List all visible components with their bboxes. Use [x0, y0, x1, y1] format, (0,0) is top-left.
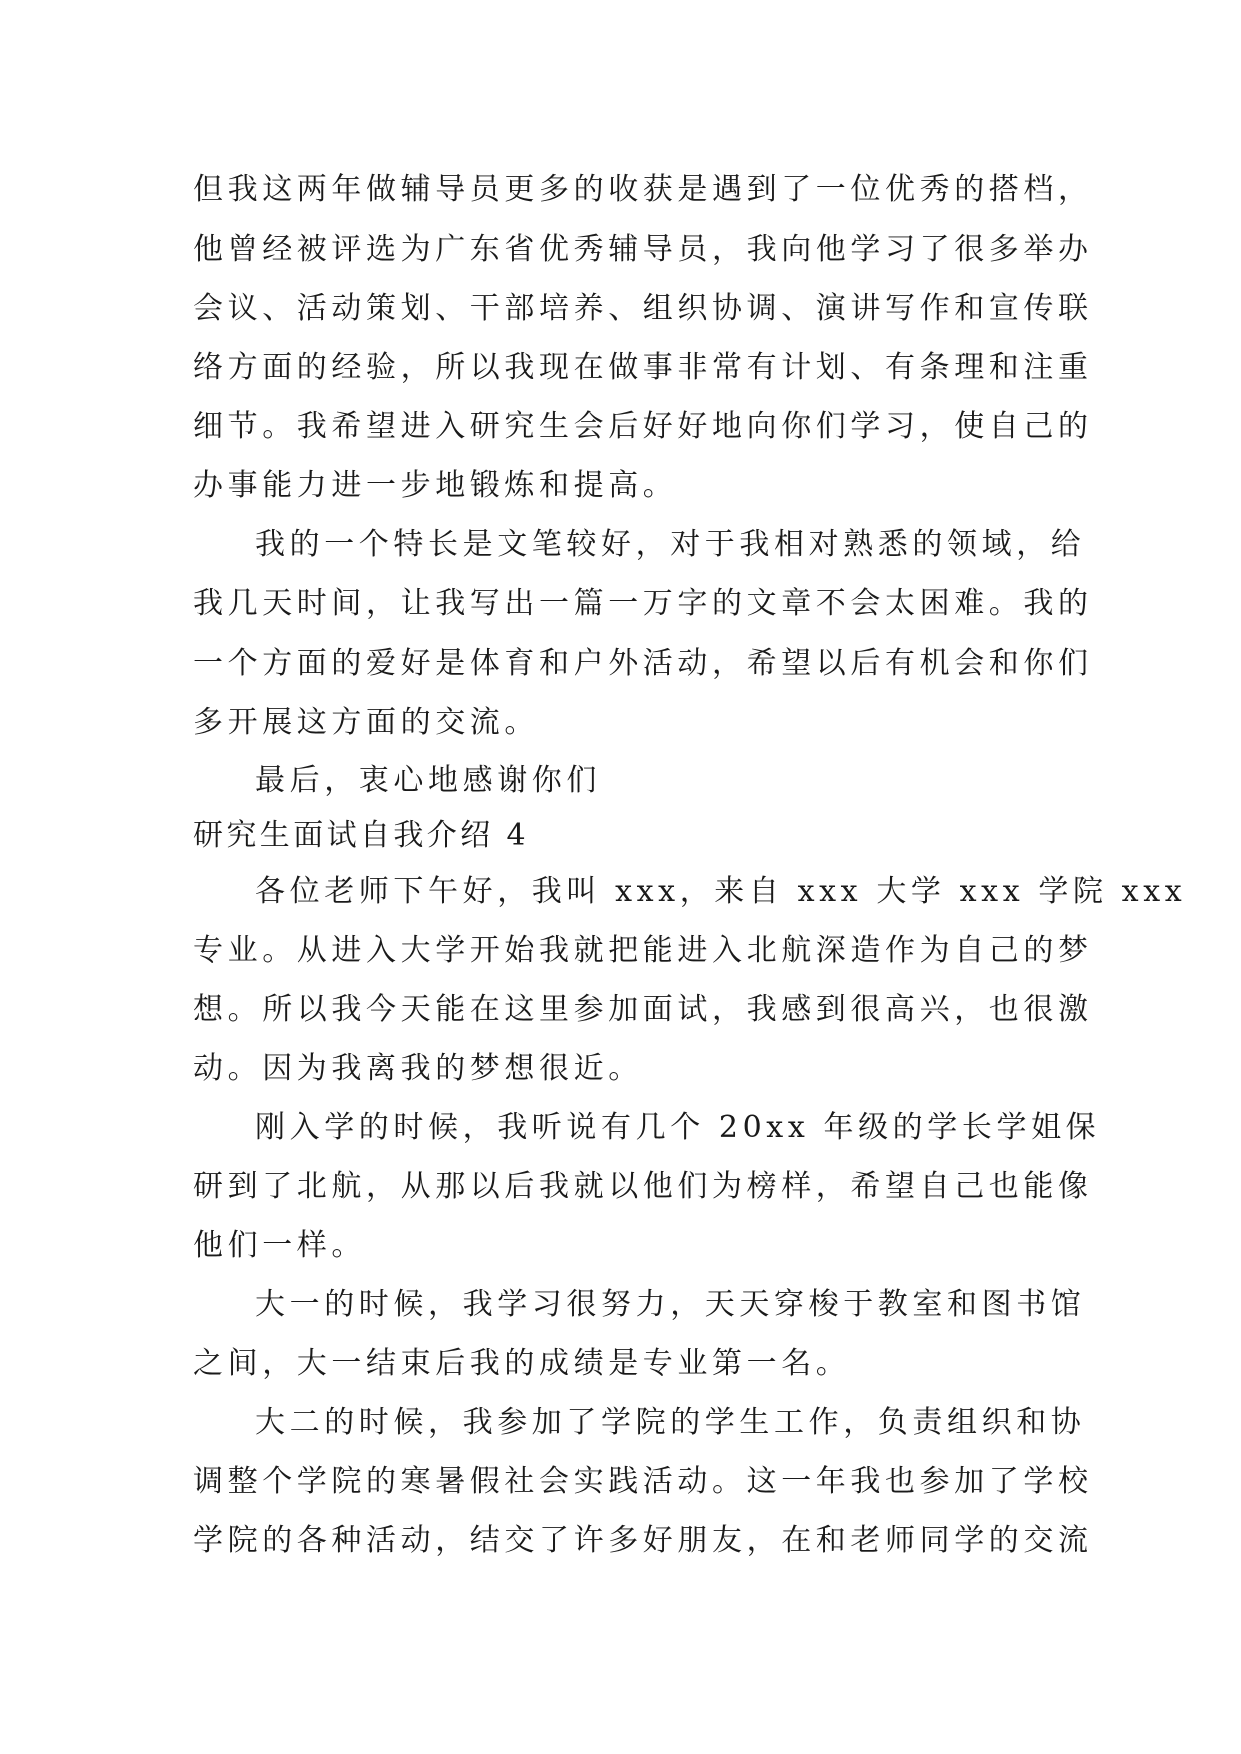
text-line: 一个方面的爱好是体育和户外活动，希望以后有机会和你们	[193, 646, 1093, 681]
paragraph-first-line: 刚入学的时候，我听说有几个 20xx 年级的学长学姐保	[255, 1110, 1101, 1145]
text-line: 专业。从进入大学开始我就把能进入北航深造作为自己的梦	[193, 933, 1093, 968]
paragraph-first-line: 大一的时候，我学习很努力，天天穿梭于教室和图书馆	[255, 1287, 1086, 1322]
text-line: 想。所以我今天能在这里参加面试，我感到很高兴，也很激	[193, 992, 1093, 1027]
text-line: 但我这两年做辅导员更多的收获是遇到了一位优秀的搭档，	[193, 172, 1093, 207]
text-line: 动。因为我离我的梦想很近。	[193, 1051, 643, 1086]
text-line: 会议、活动策划、干部培养、组织协调、演讲写作和宣传联	[193, 291, 1093, 326]
text-line: 多开展这方面的交流。	[193, 705, 539, 740]
text-line: 他们一样。	[193, 1228, 366, 1263]
paragraph-first-line: 大二的时候，我参加了学院的学生工作，负责组织和协	[255, 1405, 1086, 1440]
paragraph-first-line: 我的一个特长是文笔较好，对于我相对熟悉的领域，给	[255, 527, 1086, 562]
text-line: 络方面的经验，所以我现在做事非常有计划、有条理和注重	[193, 350, 1093, 385]
text-line: 办事能力进一步地锻炼和提高。	[193, 468, 678, 503]
text-line: 研到了北航，从那以后我就以他们为榜样，希望自己也能像	[193, 1169, 1093, 1204]
paragraph-first-line: 最后，衷心地感谢你们	[255, 763, 601, 798]
section-heading: 研究生面试自我介绍 4	[193, 818, 530, 853]
text-line: 他曾经被评选为广东省优秀辅导员，我向他学习了很多举办	[193, 232, 1093, 267]
text-line: 细节。我希望进入研究生会后好好地向你们学习，使自己的	[193, 409, 1093, 444]
text-line: 调整个学院的寒暑假社会实践活动。这一年我也参加了学校	[193, 1464, 1093, 1499]
text-line: 我几天时间，让我写出一篇一万字的文章不会太困难。我的	[193, 586, 1093, 621]
paragraph-first-line: 各位老师下午好，我叫 xxx，来自 xxx 大学 xxx 学院 xxx	[255, 874, 1187, 909]
text-line: 学院的各种活动，结交了许多好朋友，在和老师同学的交流	[193, 1523, 1093, 1558]
text-line: 之间，大一结束后我的成绩是专业第一名。	[193, 1346, 851, 1381]
